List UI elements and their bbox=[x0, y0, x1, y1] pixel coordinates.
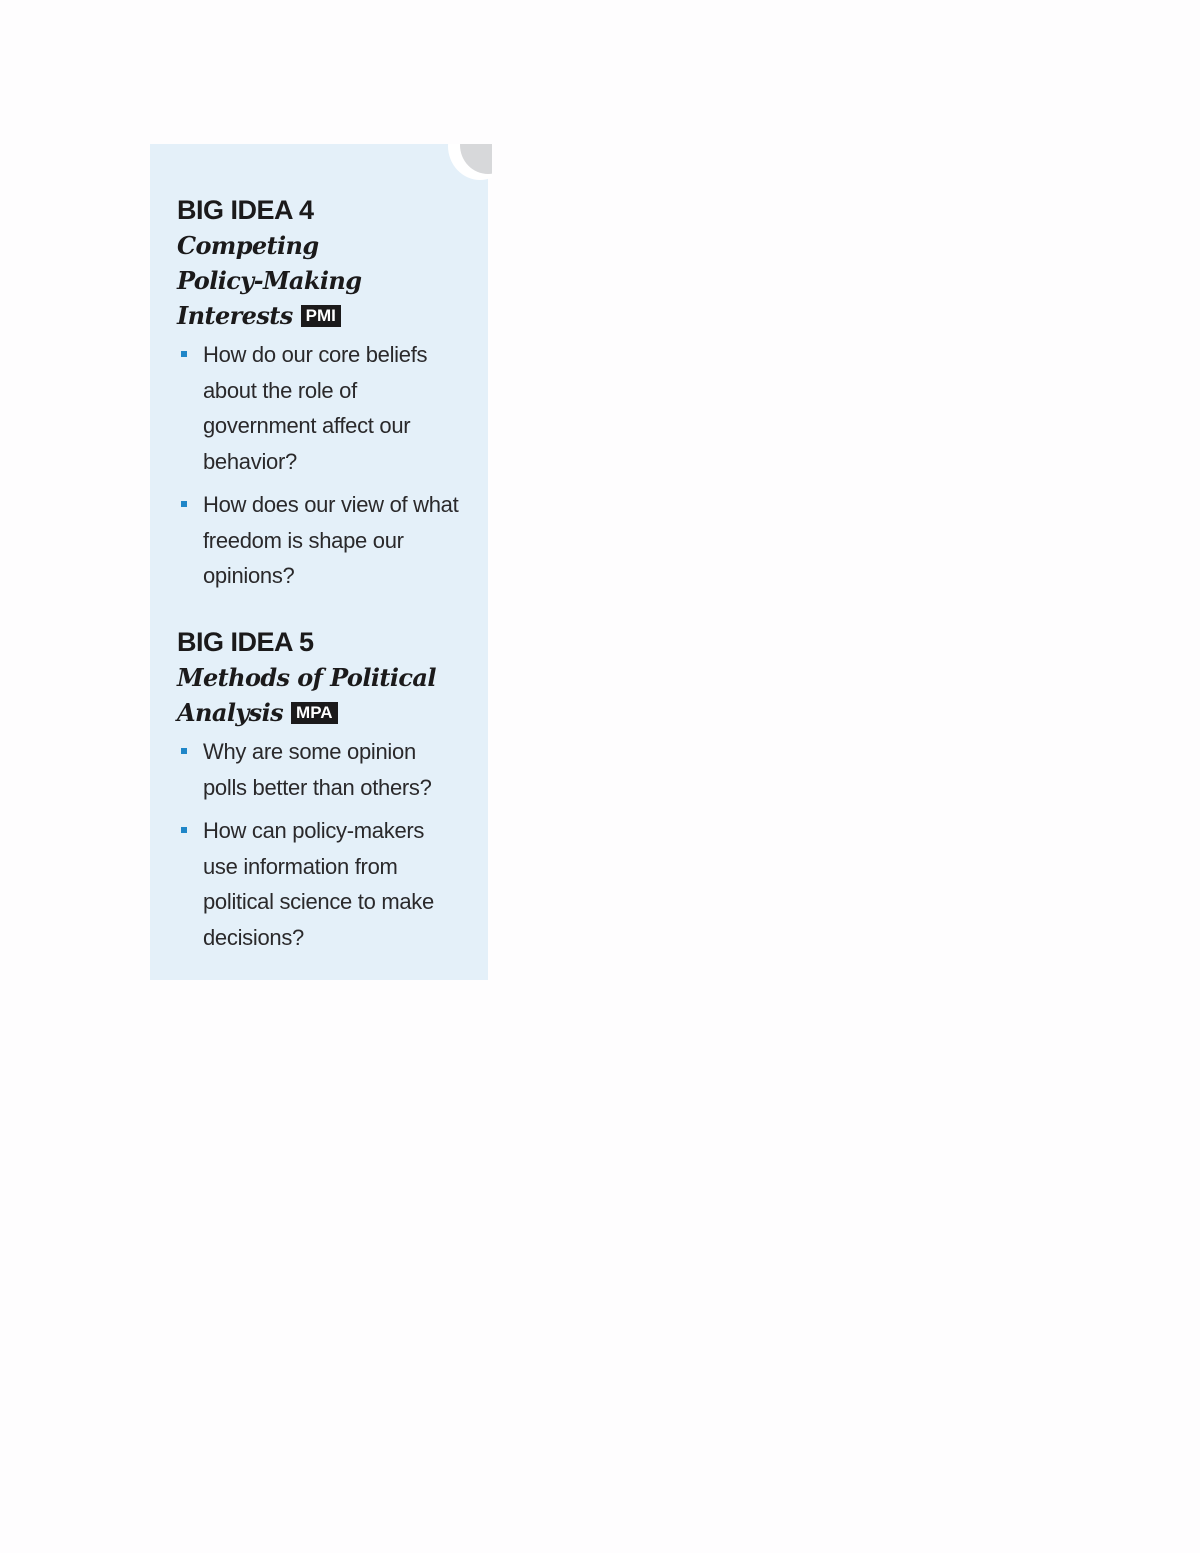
big-idea-heading: BIG IDEA 4 bbox=[177, 195, 314, 225]
big-idea-title bbox=[177, 660, 477, 730]
badge-pmi: PMI bbox=[301, 305, 341, 327]
list-item bbox=[177, 813, 477, 955]
question-text: How do our core beliefs about the role of government affect our behavior? bbox=[203, 342, 428, 474]
big-idea-4 bbox=[177, 192, 477, 602]
question-list bbox=[177, 337, 477, 594]
big-idea-5 bbox=[177, 624, 477, 963]
bullet-icon bbox=[181, 351, 187, 357]
list-item bbox=[177, 734, 477, 805]
big-idea-heading: BIG IDEA 5 bbox=[177, 627, 314, 657]
badge-mpa: MPA bbox=[291, 702, 338, 724]
title-line: Methods of Political bbox=[177, 663, 436, 692]
bullet-icon bbox=[181, 748, 187, 754]
big-idea-title bbox=[177, 228, 477, 333]
question-text: Why are some opinion polls better than others? bbox=[203, 739, 432, 800]
question-text: How does our view of what freedom is shape our opinions? bbox=[203, 492, 459, 588]
question-text: How can policy-makers use information from political science to make decisions? bbox=[203, 818, 434, 950]
title-line: Interests bbox=[177, 301, 293, 330]
title-line: Competing bbox=[177, 231, 319, 260]
title-line: Policy-Making bbox=[177, 266, 362, 295]
title-line-with-badge bbox=[177, 695, 477, 730]
list-item bbox=[177, 337, 477, 479]
title-line: Analysis bbox=[177, 698, 284, 727]
bullet-icon bbox=[181, 827, 187, 833]
corner-clip-top bbox=[420, 100, 540, 144]
bullet-icon bbox=[181, 501, 187, 507]
question-list bbox=[177, 734, 477, 955]
title-line-with-badge bbox=[177, 298, 477, 333]
list-item bbox=[177, 487, 477, 594]
